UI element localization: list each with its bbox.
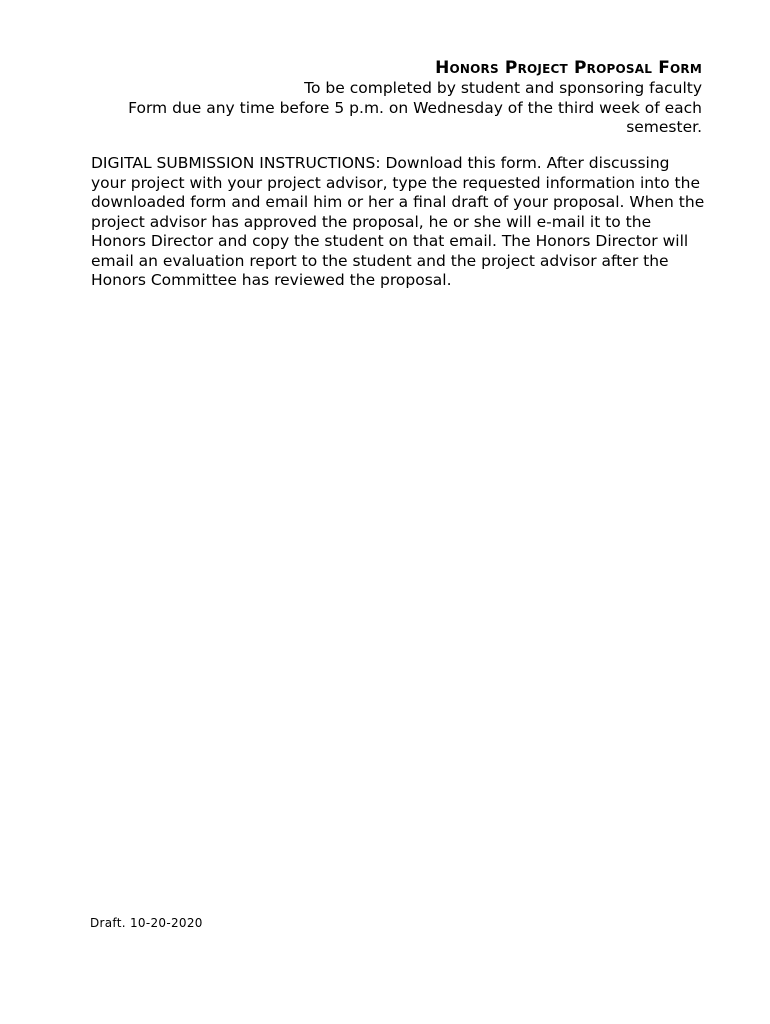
draft-date: Draft. 10-20-2020 <box>90 916 203 930</box>
due-date-note: Form due any time before 5 p.m. on Wednesday of the third week of each <box>128 98 702 117</box>
form-title: Honors Project Proposal Form <box>435 58 702 78</box>
form-header <box>60 57 702 138</box>
due-date-note-continued: semester. <box>626 118 702 136</box>
completion-note: To be completed by student and sponsoring faculty <box>304 79 702 97</box>
submission-instructions: DIGITAL SUBMISSION INSTRUCTIONS: Download this form. After discussing your project with your project advisor, type the requested information into the downloaded form and email him or her a final draft of your proposal. When the project advisor has approved the proposal, he or she will e-mail it to the Honors Director and copy the student on that email. The Honors Director will email an evaluation report to the student and the project advisor after the Honors Committee has reviewed the proposal. <box>91 154 705 289</box>
